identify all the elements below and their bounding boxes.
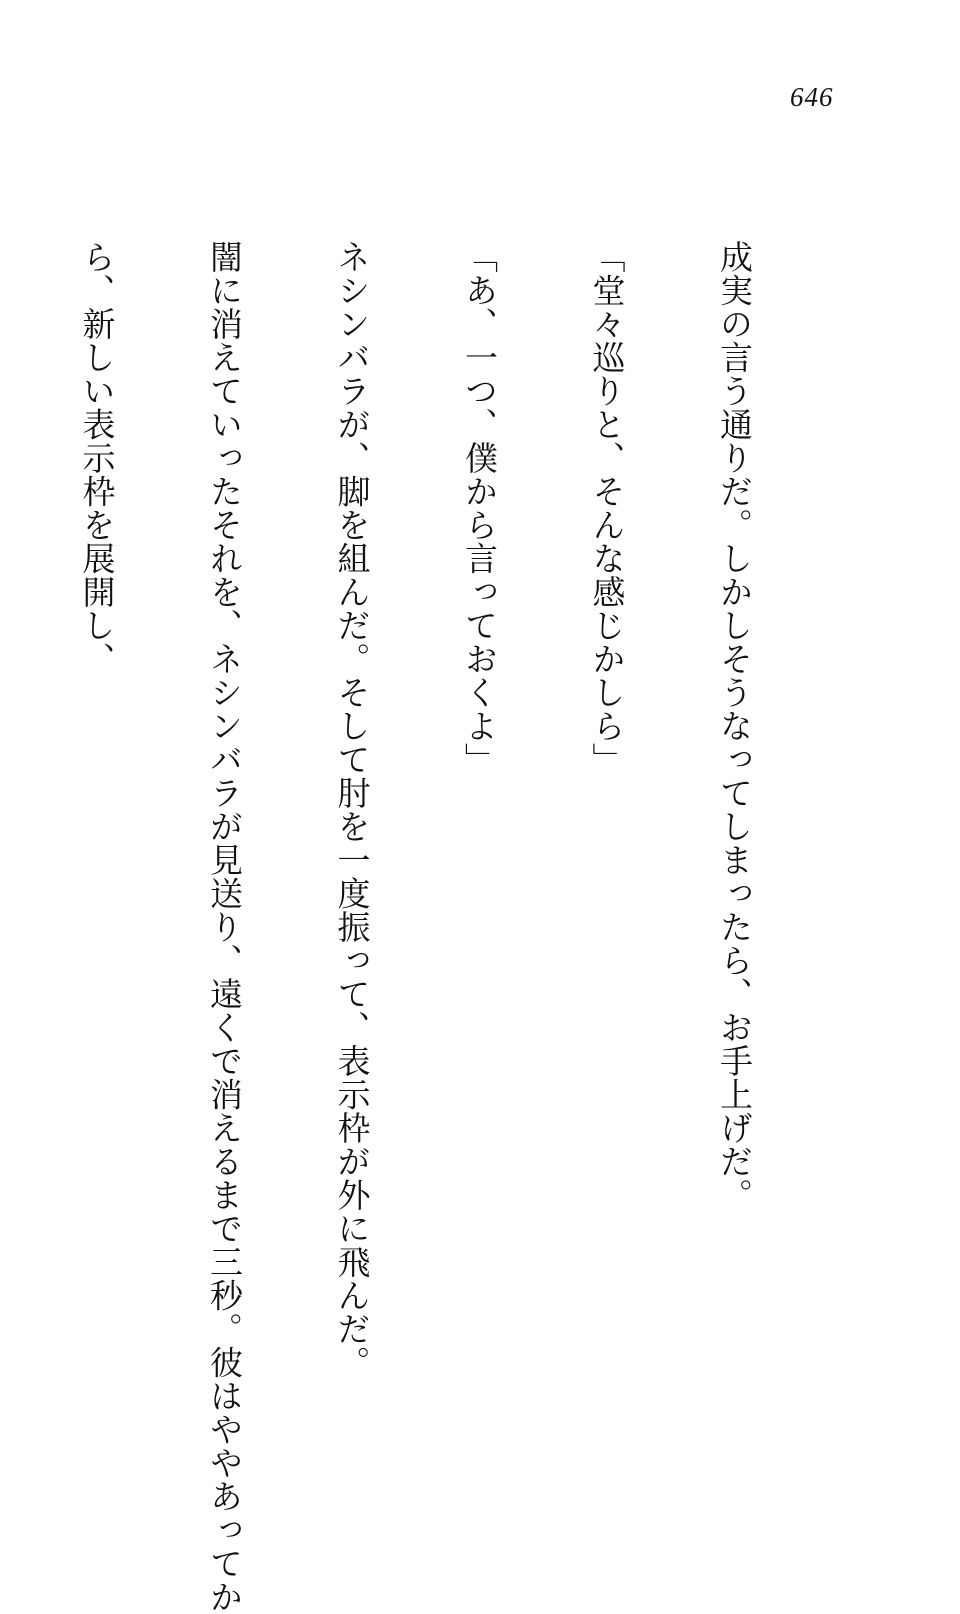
text-line: 「あ、一つ、僕から言っておくよ」 <box>460 240 499 776</box>
text-line: 闇に消えていったそれを、ネシンバラが見送り、遠くで消えるまで三秒。彼はややあってか <box>205 240 244 1614</box>
text-line: 成実の言う通りだ。しかしそうなってしまったら、お手上げだ。 <box>715 240 754 1212</box>
vertical-text-block <box>0 240 840 1614</box>
text-line: 「堂々巡りと、そんな感じかしら」 <box>587 240 627 776</box>
page-number: 646 <box>790 82 834 112</box>
text-line: ネシンバラが、脚を組んだ。そして肘を一度振って、表示枠が外に飛んだ。 <box>332 240 372 1379</box>
text-line: ら、新しい表示枠を展開し、 <box>77 240 117 676</box>
